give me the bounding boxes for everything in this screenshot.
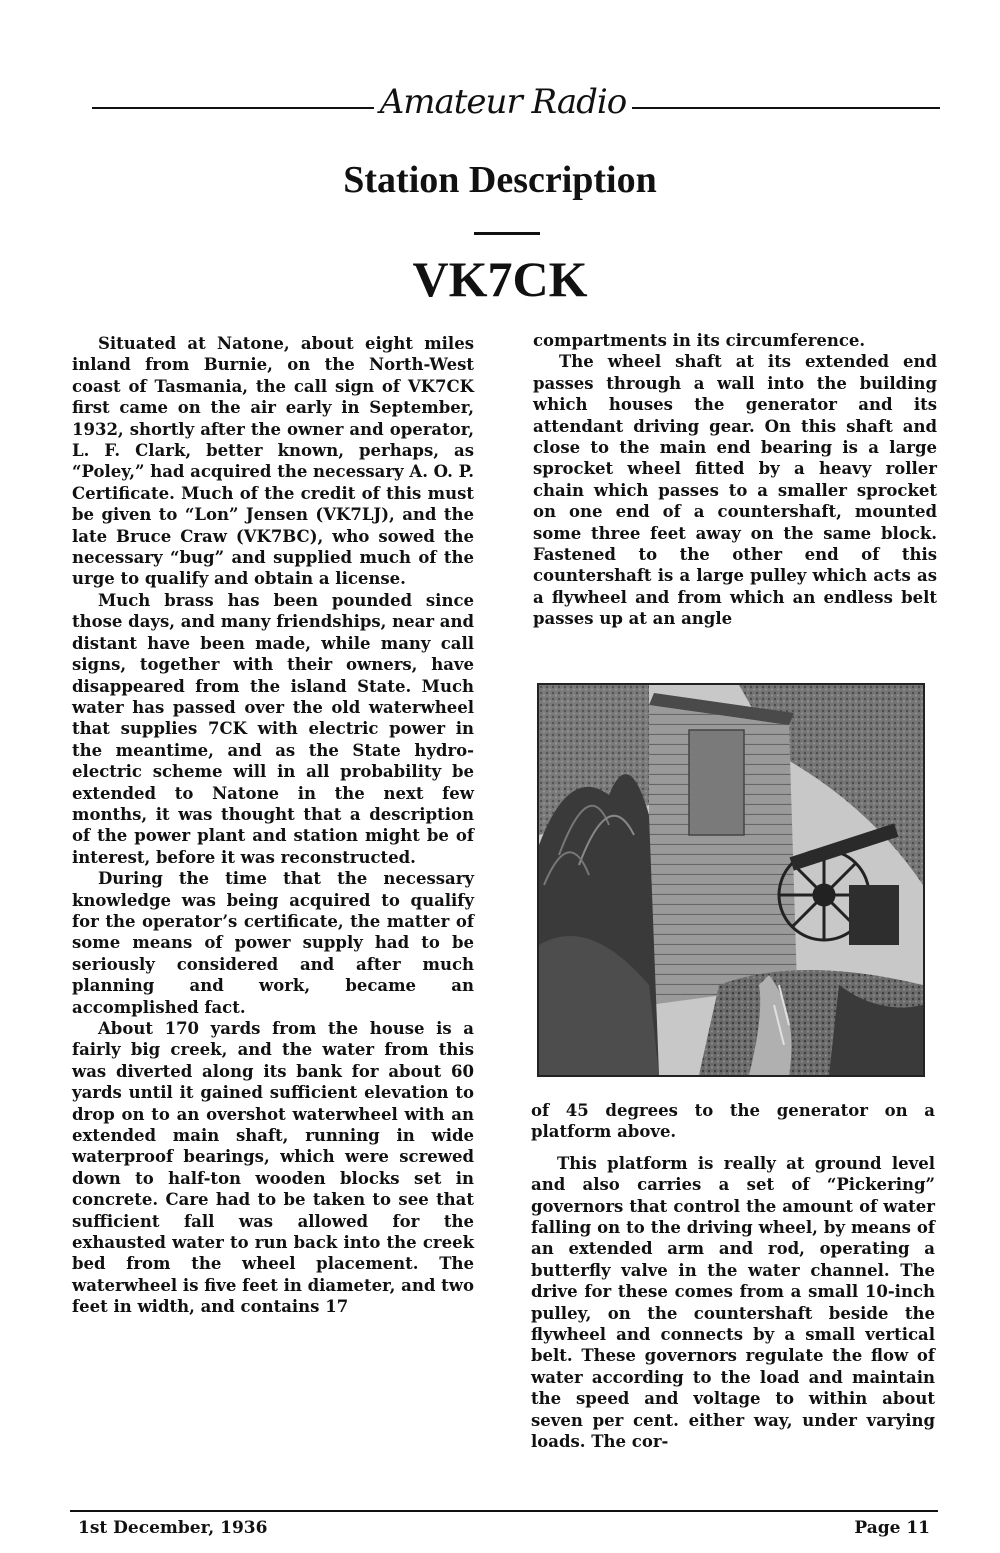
paragraph: This platform is really at ground level and also carries a set of “Pickering” governors that control the amount of water falling on to the driving wheel, by means of an extended arm and rod, operating a butterfly valve in the water channel. The drive for these comes from a small 10-inch pulley, on the countershaft beside the flywheel and connects by a small vertical belt. These governors regulate the flow of water according to the load and maintain the speed and voltage to within about seven per cent. either way, under varying loads. The cor-: [531, 1153, 935, 1452]
waterwheel-shed-image: [539, 685, 923, 1075]
article-callsign: VK7CK: [412, 251, 588, 307]
masthead-rule-left: [92, 107, 374, 109]
paragraph: of 45 degrees to the generator on a platform above.: [531, 1101, 935, 1142]
paragraph: About 170 yards from the house is a fairly big creek, and the water from this was diverted along its bank for about 60 yards until it gained sufficient elevation to drop on to an overshot waterwheel with an extended main shaft, running in wide waterproof bearings, which were screwed down to half-ton wooden blocks set in concrete. Care had to be taken to see that sufficient fall was allowed for the exhausted water to run back into the creek bed from the wheel placement. The waterwheel is five feet in diameter, and two feet in width, and contains 17: [72, 1019, 474, 1317]
paragraph: The wheel shaft at its extended end passes through a wall into the building which houses the generator and its attendant driving gear. On this shaft and close to the main end bearing is a large sprocket wheel fitted by a heavy roller chain which passes to a smaller sprocket on one end of a countershaft, mounted some three feet away on the same block. Fastened to the other end of this countershaft is a large pulley which acts as a flywheel and from which an endless belt passes up at an angle: [533, 352, 937, 629]
left-column: [72, 333, 474, 1318]
masthead: [92, 80, 940, 130]
footer-date: 1st December, 1936: [78, 1518, 268, 1538]
footer-rule: [70, 1510, 938, 1512]
right-column-top: [533, 330, 937, 630]
article-title: Station Description: [343, 159, 657, 201]
waterwheel-photo: [537, 683, 925, 1077]
paragraph: compartments in its circumference.: [533, 331, 866, 350]
paragraph: Much brass has been pounded since those days, and many friendships, near and distant have been made, while many call signs, together with their owners, have disappeared from the island State. Much water has passed over the old waterwheel that supplies 7CK with electric power in the meantime, and as the State hydro-electric scheme will in all probability be extended to Natone in the next few months, it was thought that a description of the power plant and station might be of interest, before it was reconstructed.: [72, 590, 475, 867]
right-column-bottom: [531, 1100, 935, 1453]
masthead-rule-right: [632, 107, 940, 109]
title-divider: [474, 232, 540, 235]
page-number: Page 11: [854, 1518, 930, 1538]
paragraph: Situated at Natone, about eight miles inland from Burnie, on the North-West coast of Tasmania, the call sign of VK7CK first came on the air early in September, 1932, shortly after the owner and operator, L. F. Clark, better known, perhaps, as “Poley,” had acquired the necessary A. O. P. Certificate. Much of the credit of this must be given to “Lon” Jensen (VK7LJ), and the late Bruce Craw (VK7BC), who sowed the necessary “bug” and supplied much of the urge to qualify and obtain a license.: [72, 334, 474, 589]
paragraph: During the time that the necessary knowledge was being acquired to qualify for the operator’s certificate, the matter of some means of power supply had to be seriously considered and after much planning and work, became an accomplished fact.: [72, 869, 474, 1017]
masthead-title: Amateur Radio: [379, 82, 627, 122]
